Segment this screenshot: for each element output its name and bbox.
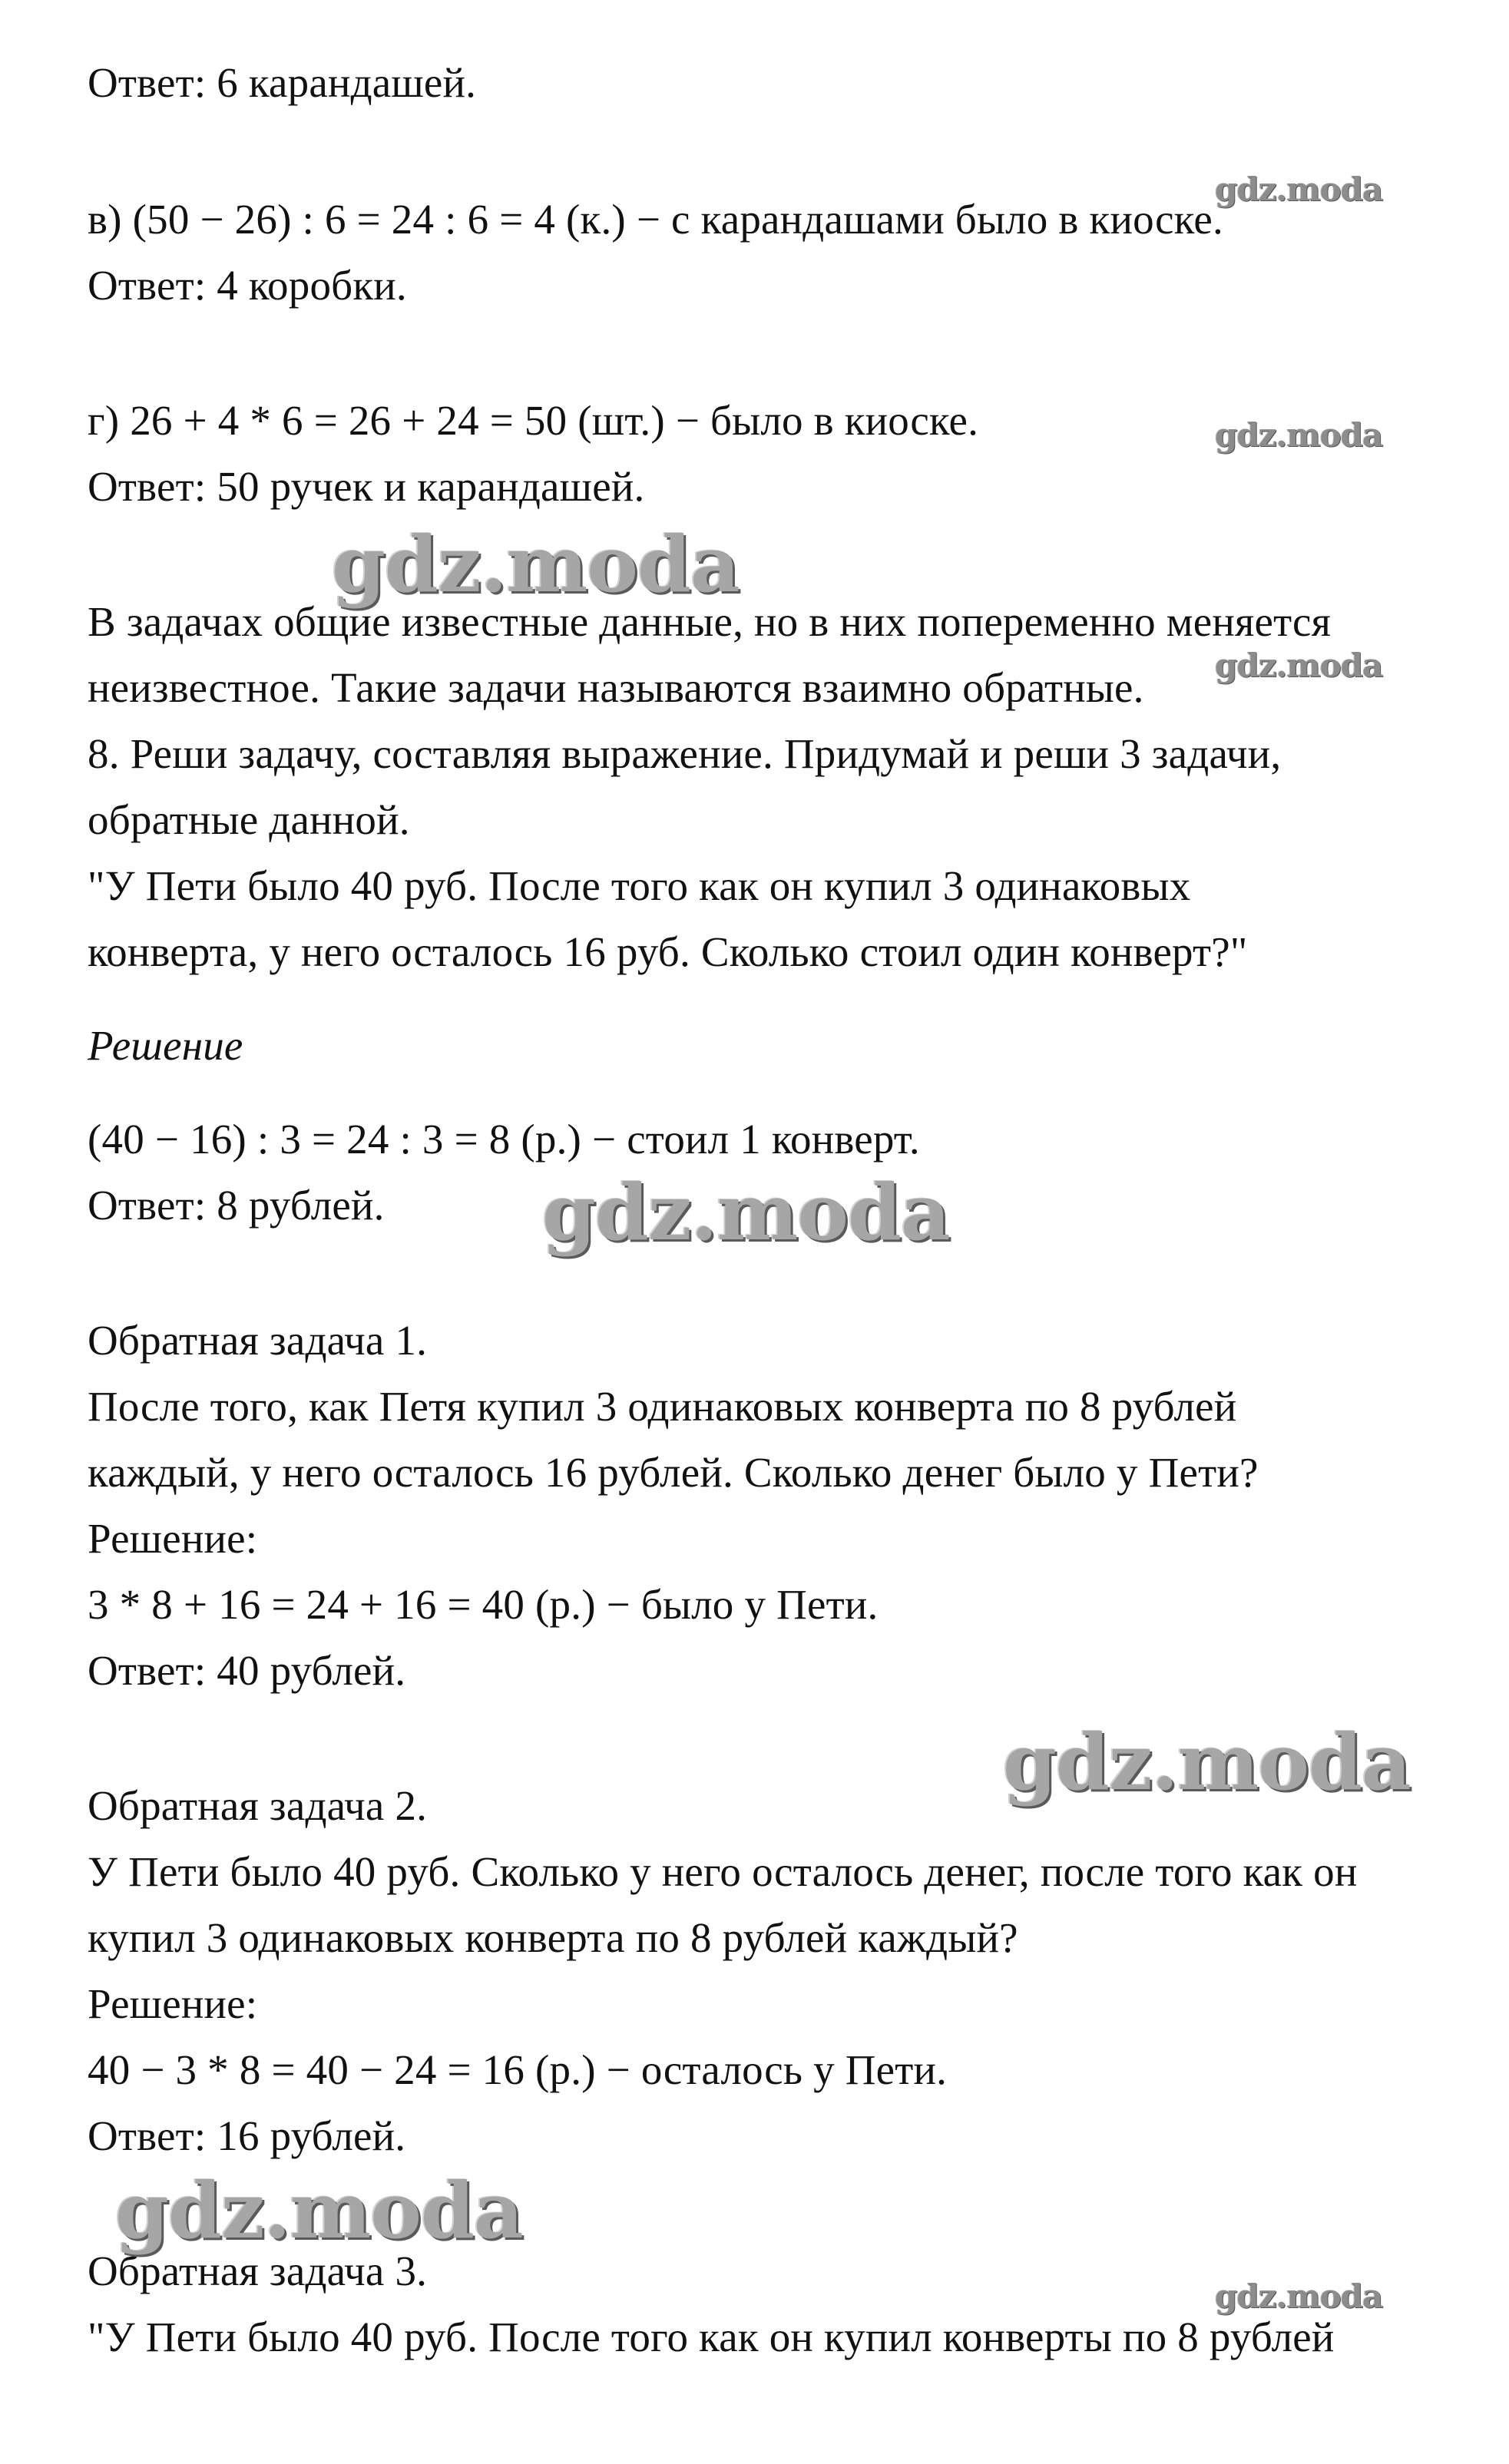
answer-pencils-6: Ответ: 6 карандашей. [88, 59, 477, 106]
watermark-logo: gdz.moda [1215, 416, 1383, 454]
solution-v: в) (50 − 26) : 6 = 24 : 6 = 4 (к.) − с карандашами было в киоске. [88, 196, 1223, 243]
task-8-line-1: 8. Реши задачу, составляя выражение. Придумай и реши 3 задачи, [88, 730, 1282, 777]
inverse-task-1-solution-label: Решение: [88, 1515, 258, 1562]
explanation-line-2: неизвестное. Такие задачи называются взаимно обратные. [88, 664, 1144, 711]
inverse-task-2-title: Обратная задача 2. [88, 1782, 428, 1829]
watermark-logo: gdz.moda [1215, 170, 1383, 208]
inverse-task-2-solution-label: Решение: [88, 1980, 258, 2027]
inverse-task-2-text-1: У Пети было 40 руб. Сколько у него осталось денег, после того как он [88, 1848, 1358, 1895]
inverse-task-2-answer: Ответ: 16 рублей. [88, 2112, 406, 2159]
inverse-task-1-text-2: каждый, у него осталось 16 рублей. Сколько денег было у Пети? [88, 1449, 1259, 1496]
watermark-logo: gdz.moda [542, 1167, 950, 1258]
explanation-line-1: В задачах общие известные данные, но в них попеременно меняется [88, 598, 1332, 645]
problem-text-line-2: конверта, у него осталось 16 руб. Сколько стоил один конверт?" [88, 928, 1248, 975]
watermark-logo: gdz.moda [1003, 1717, 1411, 1807]
solution-heading: Решение [88, 1022, 243, 1069]
watermark-logo: gdz.moda [1215, 647, 1383, 684]
answer-pens-pencils-50: Ответ: 50 ручек и карандашей. [88, 463, 645, 510]
inverse-task-3-text-1: "У Пети было 40 руб. После того как он купил конверты по 8 рублей [88, 2314, 1335, 2360]
watermark-logo: gdz.moda [332, 519, 740, 610]
inverse-task-2-text-2: купил 3 одинаковых конверта по 8 рублей каждый? [88, 1914, 1018, 1961]
inverse-task-1-title: Обратная задача 1. [88, 1317, 428, 1364]
inverse-task-1-text-1: После того, как Петя купил 3 одинаковых конверта по 8 рублей [88, 1383, 1237, 1430]
watermark-logo: gdz.moda [1215, 2277, 1383, 2315]
task-8-line-2: обратные данной. [88, 796, 410, 843]
answer-main: Ответ: 8 рублей. [88, 1182, 385, 1229]
solution-g: г) 26 + 4 * 6 = 26 + 24 = 50 (шт.) − было в киоске. [88, 397, 979, 444]
inverse-task-2-solution: 40 − 3 * 8 = 40 − 24 = 16 (р.) − осталось у Пети. [88, 2046, 948, 2093]
inverse-task-1-answer: Ответ: 40 рублей. [88, 1647, 406, 1694]
inverse-task-1-solution: 3 * 8 + 16 = 24 + 16 = 40 (р.) − было у Пети. [88, 1581, 879, 1628]
answer-boxes-4: Ответ: 4 коробки. [88, 262, 407, 309]
problem-text-line-1: "У Пети было 40 руб. После того как он купил 3 одинаковых [88, 862, 1191, 909]
inverse-task-3-title: Обратная задача 3. [88, 2247, 428, 2294]
solution-main: (40 − 16) : 3 = 24 : 3 = 8 (р.) − стоил 1 конверт. [88, 1116, 920, 1163]
watermark-logo: gdz.moda [115, 2165, 523, 2256]
